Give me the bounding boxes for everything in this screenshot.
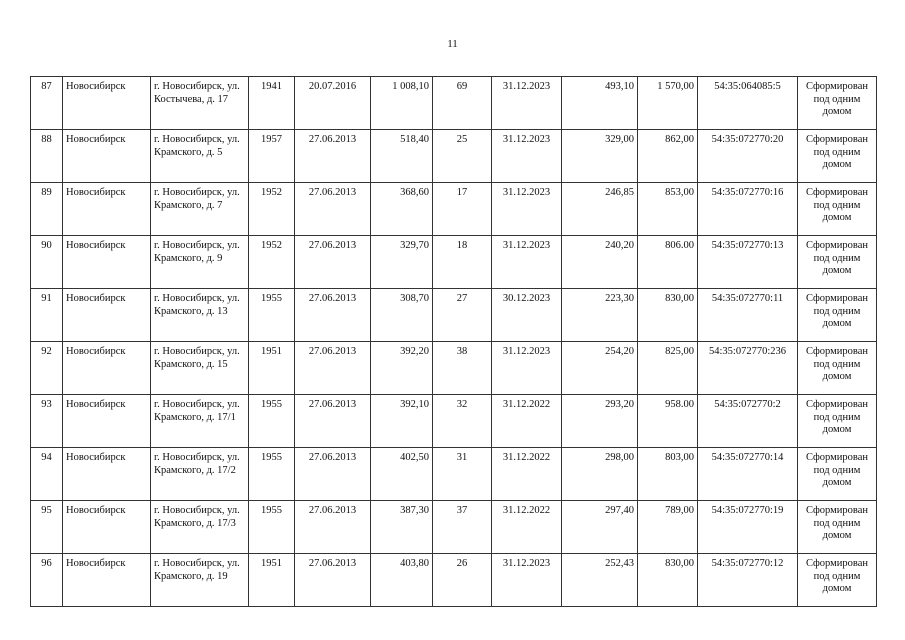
note-cell: Сформирован под одним домом (798, 130, 877, 183)
year-built-cell: 1951 (249, 342, 295, 395)
page-number: 11 (447, 38, 458, 50)
address-cell: г. Новосибирск, ул. Крамского, д. 17/3 (151, 501, 249, 554)
count-cell: 25 (433, 130, 492, 183)
area-cell: 308,70 (371, 289, 433, 342)
count-cell: 27 (433, 289, 492, 342)
year-built-cell: 1952 (249, 183, 295, 236)
year-built-cell: 1955 (249, 289, 295, 342)
table-row (31, 448, 877, 501)
city-cell: Новосибирск (63, 342, 151, 395)
city-cell: Новосибирск (63, 236, 151, 289)
year-built-cell: 1941 (249, 77, 295, 130)
note-cell: Сформирован под одним домом (798, 554, 877, 607)
cadastral-number-cell: 54:35:072770:236 (698, 342, 798, 395)
city-cell: Новосибирск (63, 183, 151, 236)
city-cell: Новосибирск (63, 130, 151, 183)
table-row (31, 236, 877, 289)
city-cell: Новосибирск (63, 395, 151, 448)
year-built-cell: 1952 (249, 236, 295, 289)
deadline-cell: 31.12.2023 (492, 554, 562, 607)
table-row (31, 342, 877, 395)
address-cell: г. Новосибирск, ул. Крамского, д. 5 (151, 130, 249, 183)
note-cell: Сформирован под одним домом (798, 183, 877, 236)
row-number-cell: 96 (31, 554, 63, 607)
deadline-cell: 31.12.2022 (492, 448, 562, 501)
cadastral-number-cell: 54:35:072770:19 (698, 501, 798, 554)
row-number-cell: 88 (31, 130, 63, 183)
area-cell: 392,10 (371, 395, 433, 448)
note-cell: Сформирован под одним домом (798, 448, 877, 501)
land-area-cell: 853,00 (638, 183, 698, 236)
row-number-cell: 89 (31, 183, 63, 236)
cadastral-number-cell: 54:35:072770:12 (698, 554, 798, 607)
date-cell: 27.06.2013 (295, 183, 371, 236)
date-cell: 27.06.2013 (295, 236, 371, 289)
row-number-cell: 91 (31, 289, 63, 342)
deadline-cell: 31.12.2022 (492, 395, 562, 448)
deadline-cell: 31.12.2023 (492, 183, 562, 236)
year-built-cell: 1957 (249, 130, 295, 183)
land-area-cell: 806.00 (638, 236, 698, 289)
area-cell: 329,70 (371, 236, 433, 289)
count-cell: 37 (433, 501, 492, 554)
area-cell: 518,40 (371, 130, 433, 183)
table-body (31, 77, 877, 607)
note-cell: Сформирован под одним домом (798, 236, 877, 289)
row-number-cell: 94 (31, 448, 63, 501)
land-area-cell: 830,00 (638, 554, 698, 607)
date-cell: 27.06.2013 (295, 342, 371, 395)
housing-registry-table (30, 76, 877, 607)
address-cell: г. Новосибирск, ул. Крамского, д. 17/2 (151, 448, 249, 501)
year-built-cell: 1955 (249, 501, 295, 554)
city-cell: Новосибирск (63, 501, 151, 554)
count-cell: 69 (433, 77, 492, 130)
count-cell: 38 (433, 342, 492, 395)
deadline-cell: 30.12.2023 (492, 289, 562, 342)
cadastral-number-cell: 54:35:072770:2 (698, 395, 798, 448)
area-secondary-cell: 223,30 (562, 289, 638, 342)
count-cell: 26 (433, 554, 492, 607)
area-secondary-cell: 297,40 (562, 501, 638, 554)
city-cell: Новосибирск (63, 77, 151, 130)
area-secondary-cell: 493,10 (562, 77, 638, 130)
cadastral-number-cell: 54:35:072770:16 (698, 183, 798, 236)
area-cell: 387,30 (371, 501, 433, 554)
address-cell: г. Новосибирск, ул. Крамского, д. 7 (151, 183, 249, 236)
deadline-cell: 31.12.2023 (492, 342, 562, 395)
table-row (31, 130, 877, 183)
land-area-cell: 862,00 (638, 130, 698, 183)
table-row (31, 554, 877, 607)
deadline-cell: 31.12.2023 (492, 77, 562, 130)
address-cell: г. Новосибирск, ул. Крамского, д. 19 (151, 554, 249, 607)
land-area-cell: 1 570,00 (638, 77, 698, 130)
date-cell: 27.06.2013 (295, 130, 371, 183)
date-cell: 27.06.2013 (295, 554, 371, 607)
area-cell: 392,20 (371, 342, 433, 395)
note-cell: Сформирован под одним домом (798, 501, 877, 554)
year-built-cell: 1951 (249, 554, 295, 607)
cadastral-number-cell: 54:35:072770:11 (698, 289, 798, 342)
row-number-cell: 95 (31, 501, 63, 554)
land-area-cell: 803,00 (638, 448, 698, 501)
date-cell: 27.06.2013 (295, 289, 371, 342)
city-cell: Новосибирск (63, 448, 151, 501)
table-row (31, 395, 877, 448)
area-secondary-cell: 254,20 (562, 342, 638, 395)
area-secondary-cell: 329,00 (562, 130, 638, 183)
count-cell: 32 (433, 395, 492, 448)
area-cell: 402,50 (371, 448, 433, 501)
table-row (31, 289, 877, 342)
year-built-cell: 1955 (249, 395, 295, 448)
deadline-cell: 31.12.2023 (492, 130, 562, 183)
deadline-cell: 31.12.2022 (492, 501, 562, 554)
row-number-cell: 87 (31, 77, 63, 130)
row-number-cell: 92 (31, 342, 63, 395)
deadline-cell: 31.12.2023 (492, 236, 562, 289)
area-cell: 1 008,10 (371, 77, 433, 130)
count-cell: 17 (433, 183, 492, 236)
address-cell: г. Новосибирск, ул. Крамского, д. 9 (151, 236, 249, 289)
area-secondary-cell: 240,20 (562, 236, 638, 289)
row-number-cell: 90 (31, 236, 63, 289)
table-row (31, 183, 877, 236)
date-cell: 27.06.2013 (295, 395, 371, 448)
date-cell: 20.07.2016 (295, 77, 371, 130)
city-cell: Новосибирск (63, 554, 151, 607)
area-secondary-cell: 298,00 (562, 448, 638, 501)
table-row (31, 77, 877, 130)
count-cell: 18 (433, 236, 492, 289)
count-cell: 31 (433, 448, 492, 501)
address-cell: г. Новосибирск, ул. Костычева, д. 17 (151, 77, 249, 130)
area-secondary-cell: 252,43 (562, 554, 638, 607)
area-cell: 403,80 (371, 554, 433, 607)
land-area-cell: 789,00 (638, 501, 698, 554)
note-cell: Сформирован под одним домом (798, 77, 877, 130)
cadastral-number-cell: 54:35:064085:5 (698, 77, 798, 130)
note-cell: Сформирован под одним домом (798, 395, 877, 448)
table-row (31, 501, 877, 554)
date-cell: 27.06.2013 (295, 501, 371, 554)
address-cell: г. Новосибирск, ул. Крамского, д. 13 (151, 289, 249, 342)
year-built-cell: 1955 (249, 448, 295, 501)
cadastral-number-cell: 54:35:072770:14 (698, 448, 798, 501)
note-cell: Сформирован под одним домом (798, 289, 877, 342)
area-secondary-cell: 293,20 (562, 395, 638, 448)
cadastral-number-cell: 54:35:072770:13 (698, 236, 798, 289)
city-cell: Новосибирск (63, 289, 151, 342)
land-area-cell: 958.00 (638, 395, 698, 448)
cadastral-number-cell: 54:35:072770:20 (698, 130, 798, 183)
date-cell: 27.06.2013 (295, 448, 371, 501)
land-area-cell: 830,00 (638, 289, 698, 342)
area-secondary-cell: 246,85 (562, 183, 638, 236)
address-cell: г. Новосибирск, ул. Крамского, д. 17/1 (151, 395, 249, 448)
land-area-cell: 825,00 (638, 342, 698, 395)
note-cell: Сформирован под одним домом (798, 342, 877, 395)
row-number-cell: 93 (31, 395, 63, 448)
area-cell: 368,60 (371, 183, 433, 236)
address-cell: г. Новосибирск, ул. Крамского, д. 15 (151, 342, 249, 395)
